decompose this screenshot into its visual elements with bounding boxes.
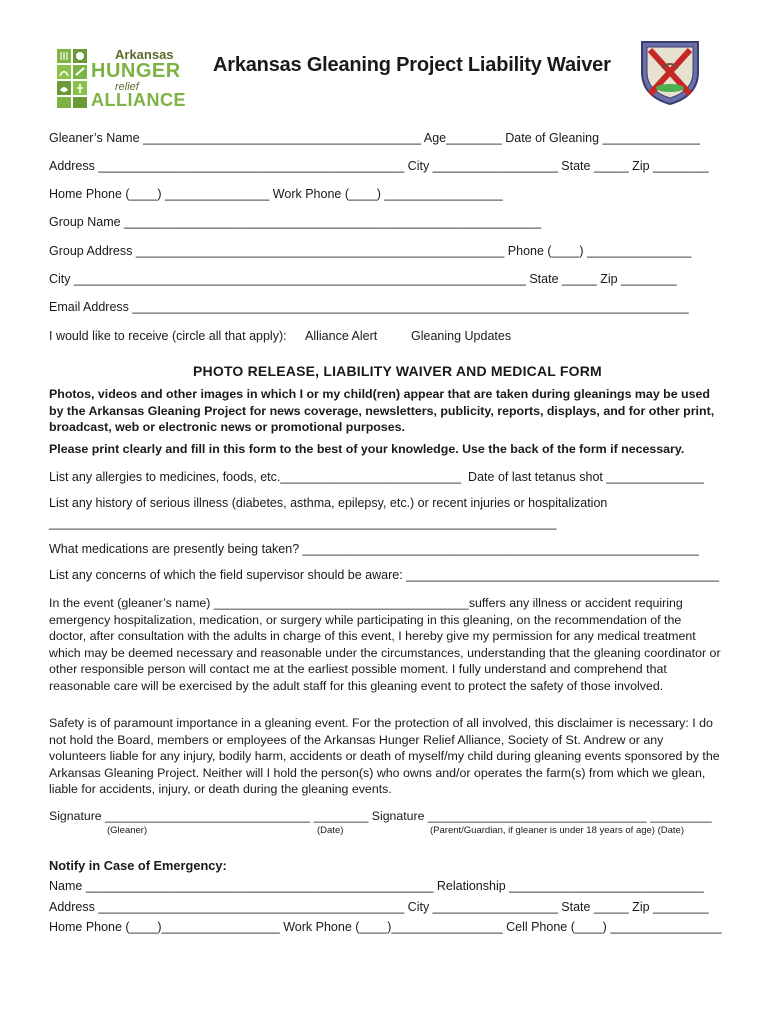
shield-crest-icon — [638, 38, 702, 106]
history-blank[interactable]: _________________________________________________________________________ — [49, 516, 557, 530]
emergency-address-line[interactable]: Address ____________________________________________ City __________________ State _____ Zip ________ — [49, 900, 709, 914]
event-paragraph: In the event (gleaner’s name) _____________________________________suffers any illness or accident requiring emergency hospitalization, medication, or surgery while participating in this gleaning, on the recommendation of the doctor, after consultation with the adults in charge of this event, I hereby give my permission for any medical treatment which may be deemed necessary and reasonable under the circumstances, understanding that the gleaning coordinator or other responsible person will contact me at the earliest possible moment. I fully understand and comprehend that reasonable care will be exercised by the adult staff for this gleaning event to protect the safety of those involved. — [49, 596, 721, 693]
group-city-line[interactable]: City _________________________________________________________________ State _____ Zip ________ — [49, 272, 677, 286]
safety-paragraph: Safety is of paramount importance in a gleaning event. For the protection of all involved, this disclaimer is necessary: I do not hold the Board, members or employees of the Arkansas Hunger Relief Alliance, Society of St. Andrew or any volunteers liable for any injury, bodily harm, accidents or death of myself/my child during gleaning events sponsored by the Arkansas Gleaning Project. Neither will I hold the person(s) who owns and/or operates the farm(s) from which we glean, liable for accidents, injury, or death during the gleaning events. — [49, 716, 720, 797]
release-heading: PHOTO RELEASE, LIABILITY WAIVER AND MEDICAL FORM — [193, 363, 602, 379]
hunger-alliance-logo — [55, 46, 205, 110]
history-label: List any history of serious illness (diabetes, asthma, epilepsy, etc.) or recent injuries or hospitalization — [49, 496, 608, 510]
society-seal — [638, 38, 702, 106]
logo-word-relief: relief — [115, 81, 139, 93]
print-clearly-note: Please print clearly and fill in this form to the best of your knowledge. Use the back of the form if necessary. — [49, 442, 685, 456]
emergency-name-line[interactable]: Name __________________________________________________ Relationship ____________________________ — [49, 879, 704, 893]
logo-word-hunger: HUNGER — [91, 60, 181, 82]
date-caption: (Date) — [317, 825, 344, 836]
gleaner-caption: (Gleaner) — [107, 825, 148, 836]
emergency-heading: Notify in Case of Emergency: — [49, 858, 227, 873]
option-alliance-alert[interactable]: Alliance Alert — [305, 329, 378, 343]
address-line[interactable]: Address ____________________________________________ City __________________ State _____ Zip ________ — [49, 159, 709, 173]
page-title: Arkansas Gleaning Project Liability Waiver — [213, 54, 611, 76]
logo-word-arkansas: Arkansas — [115, 47, 174, 62]
group-address-line[interactable]: Group Address _____________________________________________________ Phone (____) _______________ — [49, 244, 692, 258]
signature-line[interactable]: Signature ______________________________ ________ Signature ________________________________ _________ — [49, 809, 712, 823]
email-line[interactable]: Email Address ________________________________________________________________________________ — [49, 300, 689, 314]
photo-release-paragraph: Photos, videos and other images in which I or my child(ren) appear that are taken during gleanings may be used by the Arkansas Gleaning Project for news coverage, newsletters, publicity, reports, displays, and for other print, broadcast, web or electronic news or promotional purposes. — [49, 387, 715, 434]
emergency-phones-line[interactable]: Home Phone (____)_________________ Work Phone (____)________________ Cell Phone (____) ________________ — [49, 920, 722, 934]
concerns-line[interactable]: List any concerns of which the field supervisor should be aware: _____________________________________________ — [49, 568, 719, 582]
option-gleaning-updates[interactable]: Gleaning Updates — [411, 329, 512, 343]
receive-label: I would like to receive (circle all that apply): — [49, 329, 287, 343]
group-name-line[interactable]: Group Name ____________________________________________________________ — [49, 215, 542, 229]
allergies-line[interactable]: List any allergies to medicines, foods, etc.__________________________ Date of last tetanus shot ______________ — [49, 470, 704, 484]
gleaner-name-line[interactable]: Gleaner’s Name ________________________________________ Age________ Date of Gleaning ______________ — [49, 131, 700, 145]
parent-caption: (Parent/Guardian, if gleaner is under 18 years of age) (Date) — [430, 825, 684, 836]
logo-word-alliance: ALLIANCE — [91, 90, 186, 110]
medications-line[interactable]: What medications are presently being taken? _________________________________________________________ — [49, 542, 699, 556]
phone-line[interactable]: Home Phone (____) _______________ Work Phone (____) _________________ — [49, 187, 503, 201]
